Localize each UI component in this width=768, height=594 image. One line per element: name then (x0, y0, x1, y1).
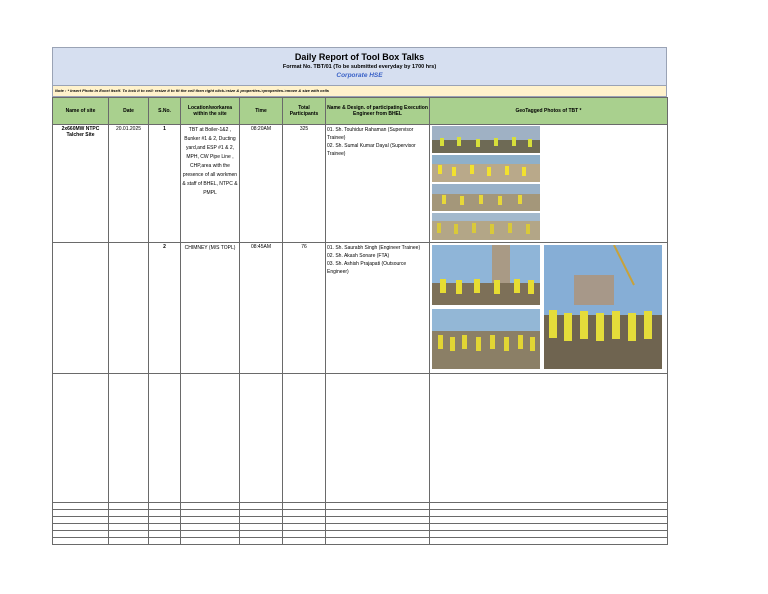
department-label: Corporate HSE (336, 72, 383, 79)
tbt-photo[interactable] (432, 184, 540, 211)
tbt-photo[interactable] (432, 213, 540, 240)
report-header (52, 47, 667, 86)
table-row (53, 538, 668, 545)
engineer-entry: 01. Sh. Touhidur Rahaman (Supervisor Trainee) (327, 127, 414, 141)
time-cell: 08:20AM (240, 125, 283, 243)
col-header: Date (109, 98, 149, 125)
tbt-photo[interactable] (432, 126, 540, 153)
note-bar: Note : * Insert Photo in Excel itself. To lock it to cell: resize it to fit the cell then right click->size & properties->properties->move & size with cells (52, 86, 667, 97)
location-cell: CHIMNEY (M/S TOPL) (181, 243, 240, 374)
col-header: Location/workarea within the site (181, 98, 240, 125)
date-cell: 20.01.2025 (109, 125, 149, 243)
engineer-entry: 02. Sh. Akash Sonare (FTA) (327, 253, 390, 259)
col-header: Name & Design. of participating Execution Engineer from BHEL (326, 98, 430, 125)
participants-cell: 325 (283, 125, 326, 243)
table-row (53, 374, 668, 503)
tbt-table (52, 97, 668, 545)
sno-cell: 2 (149, 243, 181, 374)
engineer-entry: 02. Sh. Sumal Kumar Dayal (Supervisor Trainee) (327, 143, 416, 157)
location-cell: TBT at Boiler-1&2 , Bunker #1 & 2, Ducting yard,and ESP #1 & 2, MPH, CW Pipe Line , CHP,area with the presence of all workmen & staff of BHEL, NTPC & PMPL (181, 125, 240, 243)
date-cell (109, 243, 149, 374)
column-header-row (53, 98, 668, 125)
participants-cell: 76 (283, 243, 326, 374)
table-row (53, 531, 668, 538)
table-row (53, 524, 668, 531)
col-header: Time (240, 98, 283, 125)
table-row (53, 125, 668, 243)
col-header: Name of site (53, 98, 109, 125)
table-row (53, 503, 668, 510)
tbt-photo[interactable] (432, 245, 540, 305)
report-sheet (52, 47, 667, 545)
table-row (53, 517, 668, 524)
site-cell: 2x660MW NTPC Talcher Site (53, 125, 109, 243)
site-cell (53, 243, 109, 374)
col-header: S.No. (149, 98, 181, 125)
engineers-cell (326, 125, 430, 243)
time-cell: 08:45AM (240, 243, 283, 374)
format-number: Format No. TBT/01 (To be submitted everyday by 1700 hrs) (282, 64, 437, 70)
sno-cell: 1 (149, 125, 181, 243)
tbt-photo[interactable] (432, 155, 540, 182)
table-row (53, 243, 668, 374)
tbt-photo[interactable] (432, 309, 540, 369)
tbt-photo[interactable] (544, 245, 662, 369)
table-row (53, 510, 668, 517)
engineers-cell (326, 243, 430, 374)
photos-cell (430, 125, 668, 243)
engineer-entry: 01. Sh. Saurabh Singh (Engineer Trainee) (327, 245, 421, 251)
engineer-entry: 03. Sh. Ashish Prajapati (Outsource Engineer) (327, 261, 407, 275)
report-title: Daily Report of Tool Box Talks (294, 52, 425, 62)
col-header: GeoTagged Photos of TBT * (430, 98, 668, 125)
col-header: Total Participants (283, 98, 326, 125)
photos-cell (430, 243, 668, 374)
